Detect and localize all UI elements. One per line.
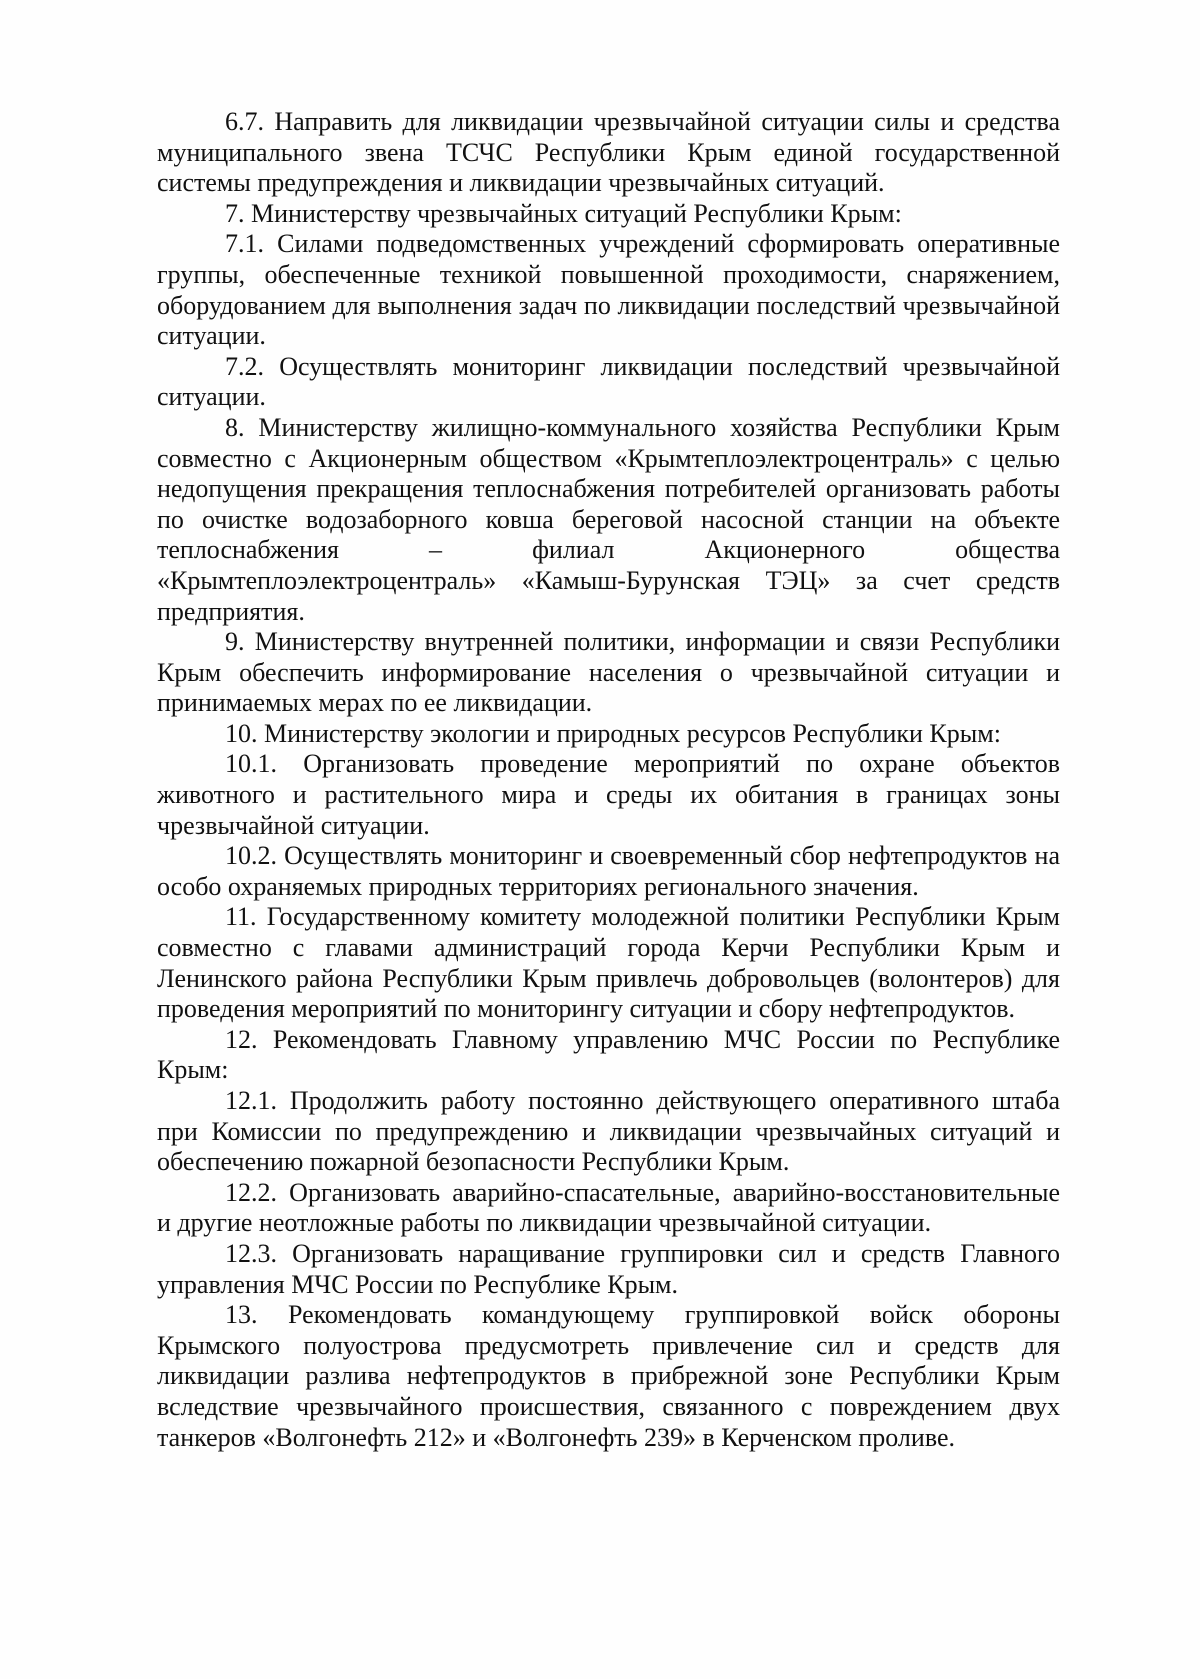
paragraph-9: 9. Министерству внутренней политики, информации и связи Республики Крым обеспечить информирование населения о чрезвычайной ситуации и принимаемых мерах по ее ликвидации. — [157, 627, 1060, 718]
paragraph-7-1: 7.1. Силами подведомственных учреждений сформировать оперативные группы, обеспеченные техникой повышенной проходимости, снаряжением, оборудованием для выполнения задач по ликвидации последствий чрезвычайной ситуации. — [157, 229, 1060, 351]
paragraph-12-3: 12.3. Организовать наращивание группировки сил и средств Главного управления МЧС России по Республике Крым. — [157, 1238, 1060, 1299]
paragraph-10-2: 10.2. Осуществлять мониторинг и своевременный сбор нефтепродуктов на особо охраняемых природных территориях регионального значения. — [157, 841, 1060, 901]
paragraph-7-2: 7.2. Осуществлять мониторинг ликвидации последствий чрезвычайной ситуации. — [157, 351, 1060, 412]
paragraph-10: 10. Министерству экологии и природных ресурсов Республики Крым: — [225, 718, 1001, 748]
document-body — [157, 107, 1060, 1453]
paragraph-12: 12. Рекомендовать Главному управлению МЧС России по Республике Крым: — [157, 1024, 1060, 1085]
paragraph-7: 7. Министерству чрезвычайных ситуаций Республики Крым: — [225, 198, 902, 228]
paragraph-8: 8. Министерству жилищно-коммунального хозяйства Республики Крым совместно с Акционерным обществом «Крымтеплоэлектроцентраль» с целью недопущения прекращения теплоснабжения потребителей организовать работы по очистке водозаборного ковша береговой насосной станции на объекте теплоснабжения – филиал Акционерного общества «Крымтеплоэлектроцентраль» «Камыш-Бурунская ТЭЦ» за счет средств предприятия. — [157, 412, 1060, 626]
paragraph-13: 13. Рекомендовать командующему группировкой войск обороны Крымского полуострова предусмотреть привлечение сил и средств для ликвидации разлива нефтепродуктов в прибрежной зоне Республики Крым вследствие чрезвычайного происшествия, связанного с повреждением двух танкеров «Волгонефть 212» и «Волгонефть 239» в Керченском проливе. — [157, 1300, 1060, 1452]
paragraph-10-1: 10.1. Организовать проведение мероприятий по охране объектов животного и растительного мира и среды их обитания в границах зоны чрезвычайной ситуации. — [157, 749, 1060, 840]
paragraph-12-2: 12.2. Организовать аварийно-спасательные, аварийно-восстановительные и другие неотложные работы по ликвидации чрезвычайной ситуации. — [157, 1177, 1060, 1238]
paragraph-11: 11. Государственному комитету молодежной политики Республики Крым совместно с главами администраций города Керчи Республики Крым и Ленинского района Республики Крым привлечь добровольцев (волонтеров) для проведения мероприятий по мониторингу ситуации и сбору нефтепродуктов. — [157, 902, 1060, 1024]
paragraph-12-1: 12.1. Продолжить работу постоянно действующего оперативного штаба при Комиссии по предупреждению и ликвидации чрезвычайных ситуаций и обеспечению пожарной безопасности Республики Крым. — [157, 1086, 1060, 1177]
paragraph-6-7: 6.7. Направить для ликвидации чрезвычайной ситуации силы и средства муниципального звена ТСЧС Республики Крым единой государственной системы предупреждения и ликвидации чрезвычайных ситуаций. — [157, 107, 1060, 198]
